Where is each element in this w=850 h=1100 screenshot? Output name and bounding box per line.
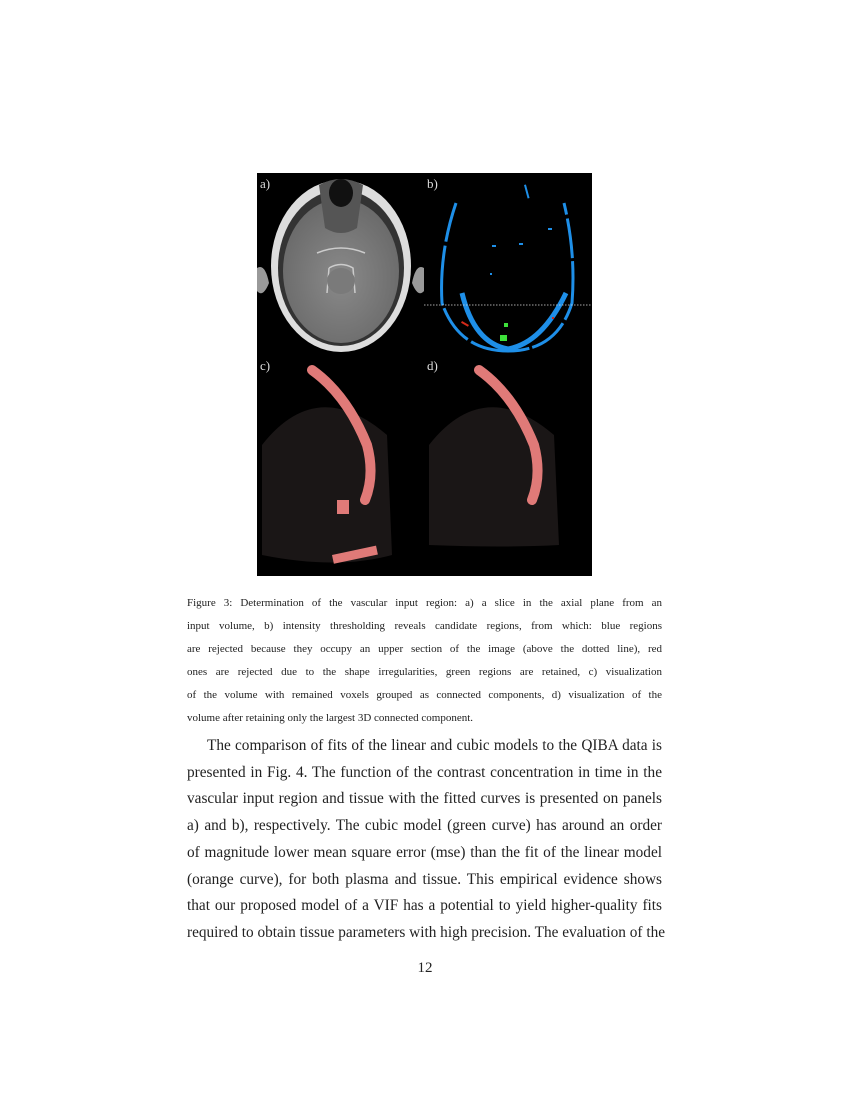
panel-label-d: d) bbox=[427, 358, 438, 373]
body-line: that our proposed model of a VIF has a potential to yield higher-quality fits bbox=[187, 897, 662, 915]
body-paragraph bbox=[187, 733, 666, 947]
panel-d-largest-component bbox=[424, 355, 592, 548]
body-line: (orange curve), for both plasma and tissue. This empirical evidence shows bbox=[187, 870, 662, 888]
caption-line: Figure 3: Determination of the vascular input region: a) a slice in the axial plane from an bbox=[187, 597, 662, 609]
caption-line: of the volume with remained voxels grouped as connected components, d) visualization of the bbox=[187, 689, 662, 701]
panel-label-b: b) bbox=[427, 176, 438, 191]
page-number: 12 bbox=[417, 960, 433, 976]
panel-b-threshold-regions bbox=[424, 173, 592, 355]
caption-line: are rejected because they occupy an upper section of the image (above the dotted line), red bbox=[187, 643, 662, 655]
body-line: The comparison of fits of the linear and cubic models to the QIBA data is bbox=[207, 737, 662, 754]
caption-line: input volume, b) intensity thresholding reveals candidate regions, from which: blue regions bbox=[187, 620, 662, 632]
panel-label-c: c) bbox=[260, 358, 271, 373]
body-line: a) and b), respectively. The cubic model (green curve) has around an order bbox=[187, 817, 662, 835]
caption-line: volume after retaining only the largest 3D connected component. bbox=[187, 712, 474, 724]
mri-axial-image bbox=[257, 173, 424, 355]
figure-3 bbox=[257, 173, 592, 576]
body-line: vascular input region and tissue with the fitted curves is presented on panels bbox=[187, 790, 662, 808]
panel-label-a: a) bbox=[260, 176, 271, 191]
panel-c-connected-components bbox=[257, 355, 424, 576]
threshold-regions-image bbox=[424, 173, 592, 355]
body-line: of magnitude lower mean square error (mse) than the fit of the linear model bbox=[187, 843, 662, 861]
caption-line: ones are rejected due to the shape irregularities, green regions are retained, c) visualization bbox=[187, 666, 662, 678]
body-line: required to obtain tissue parameters with high precision. The evaluation of the bbox=[187, 923, 666, 941]
panel-a-axial-slice bbox=[257, 173, 424, 355]
volume-render-largest bbox=[424, 355, 592, 548]
volume-render-components bbox=[257, 355, 424, 576]
body-line: presented in Fig. 4. The function of the contrast concentration in time in the bbox=[187, 763, 662, 781]
figure-caption bbox=[187, 592, 662, 730]
